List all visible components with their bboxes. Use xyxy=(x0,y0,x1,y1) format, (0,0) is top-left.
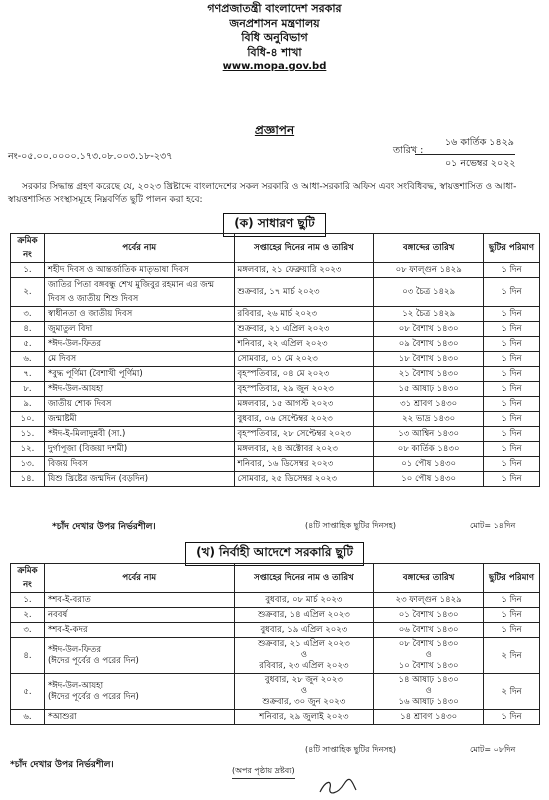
amount-cell: ১ দিন xyxy=(484,442,540,457)
moon-note-b: *চাঁদ দেখার উপর নির্ভরশীল। xyxy=(10,760,114,770)
division-name: বিধি অনুবিভাগ xyxy=(241,31,308,44)
serial-cell: ১৪. xyxy=(11,472,45,487)
amount-cell: ১ দিন xyxy=(484,397,540,412)
day-date-cell xyxy=(234,674,374,710)
day-date-2: রবিবার, ২৩ এপ্রিল ২০২৩ xyxy=(259,661,349,671)
section-name: বিধি-৪ শাখা xyxy=(247,45,302,59)
day-date-cell: সোমবার, ২৫ ডিসেম্বর ২০২৩ xyxy=(234,472,374,487)
bangla-date-1: ১৪ আষাঢ় ১৪৩০ xyxy=(398,675,459,685)
date-bangla: ১৬ কার্তিক ১৪২৯ xyxy=(445,137,514,148)
serial-cell: ৭. xyxy=(11,367,45,382)
amount-cell: ১ দিন xyxy=(484,382,540,397)
serial-cell: ১. xyxy=(11,593,45,608)
day-date-cell: শুক্রবার, ২১ এপ্রিল ২০২৩ xyxy=(234,322,374,337)
amount-cell: ১ দিন xyxy=(484,457,540,472)
table-row xyxy=(11,457,540,472)
header-day-date: সপ্তাহের দিনের নাম ও তারিখ xyxy=(234,564,374,593)
amount-cell: ১ দিন xyxy=(484,307,540,322)
table-header-row xyxy=(11,234,540,263)
amount-cell: ২ দিন xyxy=(484,638,540,674)
day-date-cell: বৃহস্পতিবার, ২৯ জুন ২০২৩ xyxy=(234,382,374,397)
header-amount: ছুটির পরিমাণ xyxy=(484,234,540,263)
serial-cell: ৪. xyxy=(11,322,45,337)
date-english: ০১ নভেম্বর ২০২২ xyxy=(415,154,515,172)
amount-cell: ১ দিন xyxy=(484,337,540,352)
conjunction: ও xyxy=(300,650,308,660)
day-date-1: বুধবার, ০৮ মার্চ ২০২৩ xyxy=(265,594,343,605)
amount-cell: ১ দিন xyxy=(484,322,540,337)
bangla-date-1: ১৪ শ্রাবণ ১৪৩০ xyxy=(400,711,458,722)
bangla-date-cell xyxy=(374,674,484,710)
day-date-cell: শনিবার, ২২ এপ্রিল ২০২৩ xyxy=(234,337,374,352)
bangla-date-cell: ১৫ আষাঢ় ১৪৩০ xyxy=(374,382,484,397)
header-bangla-date: বঙ্গাব্দের তারিখ xyxy=(374,234,484,263)
date-label: তারিখ : xyxy=(393,145,424,156)
amount-cell: ১ দিন xyxy=(484,608,540,623)
bangla-date-cell: ৩১ শ্রাবণ ১৪৩০ xyxy=(374,397,484,412)
table-header-row xyxy=(11,564,540,593)
bangla-date-2: ১৬ আষাঢ় ১৪৩০ xyxy=(398,697,459,707)
bangla-date-cell: ০৯ বৈশাখ ১৪৩০ xyxy=(374,337,484,352)
section-b-weekly-note: (৪টি সাপ্তাহিক ছুটির দিনসহ) xyxy=(305,745,396,754)
day-date-1: বুধবার, ২৮ জুন ২০২৩ xyxy=(264,675,343,685)
bangla-date-cell xyxy=(374,593,484,608)
amount-cell: ১ দিন xyxy=(484,710,540,725)
serial-cell: ৫. xyxy=(11,337,45,352)
day-date-cell: মঙ্গলবার, ১৫ আগস্ট ২০২৩ xyxy=(234,397,374,412)
bangla-date-2: ১০ বৈশাখ ১৪৩০ xyxy=(398,661,459,671)
executive-order-holidays-table xyxy=(10,563,540,725)
table-row xyxy=(11,307,540,322)
serial-cell: ৪. xyxy=(11,638,45,674)
festival-cell: জাতীয় শোক দিবস xyxy=(44,397,234,412)
conjunction: ও xyxy=(300,686,308,696)
website-link[interactable]: www.mopa.gov.bd xyxy=(222,61,327,72)
notice-title: প্রজ্ঞাপন xyxy=(254,123,295,137)
bangla-date-cell: ০৮ কার্তিক ১৪৩০ xyxy=(374,442,484,457)
festival-cell: দুর্গাপূজা (বিজয়া দশমী) xyxy=(44,442,234,457)
festival-cell xyxy=(44,608,234,623)
header-bangla-date: বঙ্গাব্দের তারিখ xyxy=(374,564,484,593)
table-row xyxy=(11,382,540,397)
document-header xyxy=(0,2,549,75)
festival-name: *ঈদ-উল-ফিতর xyxy=(47,644,102,655)
day-date-cell: বুধবার, ০৬ সেপ্টেম্বর ২০২৩ xyxy=(234,412,374,427)
memo-number: নং-০৫.০০.০০০০.১৭৩.০৮.০০৩.১৮-২৩৭ xyxy=(8,151,173,162)
section-a-total: মোট= ১৪দিন xyxy=(470,521,516,530)
amount-cell: ১ দিন xyxy=(484,278,540,307)
table-row xyxy=(11,322,540,337)
section-b-title-text: (খ) নির্বাহী আদেশে সরকারি ছুটি xyxy=(185,542,364,566)
table-row xyxy=(11,352,540,367)
day-date-2: শুক্রবার, ৩০ জুন ২০২৩ xyxy=(262,697,346,707)
festival-cell: বিজয় দিবস xyxy=(44,457,234,472)
serial-cell: ১. xyxy=(11,263,45,278)
table-row xyxy=(11,263,540,278)
table-row xyxy=(11,593,540,608)
amount-cell: ১ দিন xyxy=(484,263,540,278)
section-a-title-text: (ক) সাধারণ ছুটি xyxy=(223,213,325,237)
serial-cell: ৬. xyxy=(11,352,45,367)
table-row xyxy=(11,397,540,412)
festival-cell xyxy=(44,638,234,674)
table-row xyxy=(11,674,540,710)
bangla-date-cell: ০১ পৌষ ১৪৩০ xyxy=(374,457,484,472)
table-row xyxy=(11,638,540,674)
amount-cell: ১ দিন xyxy=(484,427,540,442)
festival-name: *আশুরা xyxy=(47,711,77,722)
festival-cell: মে দিবস xyxy=(44,352,234,367)
table-row xyxy=(11,442,540,457)
festival-cell: যিশু খ্রিষ্টের জন্মদিন (বড়দিন) xyxy=(44,472,234,487)
day-date-cell: বৃহস্পতিবার, ২৮ সেপ্টেম্বর ২০২৩ xyxy=(234,427,374,442)
amount-cell: ২ দিন xyxy=(484,674,540,710)
serial-cell: ৩. xyxy=(11,307,45,322)
amount-cell: ১ দিন xyxy=(484,412,540,427)
festival-cell: জাতির পিতা বঙ্গবন্ধু শেখ মুজিবুর রহমান এর জন্ম দিবস ও জাতীয় শিশু দিবস xyxy=(44,278,234,307)
table-row xyxy=(11,472,540,487)
bangla-date-cell xyxy=(374,608,484,623)
festival-cell xyxy=(44,710,234,725)
header-day-date: সপ্তাহের দিনের নাম ও তারিখ xyxy=(234,234,374,263)
serial-cell: ১০. xyxy=(11,412,45,427)
serial-cell: ১১. xyxy=(11,427,45,442)
bangla-date-1: ২৩ ফাল্গুন ১৪২৯ xyxy=(395,594,462,605)
bangla-date-cell xyxy=(374,638,484,674)
festival-cell: *ঈদ-ই-মিলাদুন্নবী (সা.) xyxy=(44,427,234,442)
day-date-1: শুক্রবার, ২১ এপ্রিল ২০২৩ xyxy=(257,639,350,649)
amount-cell: ১ দিন xyxy=(484,593,540,608)
section-a-weekly-note: (৪টি সাপ্তাহিক ছুটির দিনসহ) xyxy=(305,521,396,530)
festival-subnote: (ঈদের পূর্বের ও পরের দিন) xyxy=(47,655,139,666)
serial-cell: ৫. xyxy=(11,674,45,710)
table-row xyxy=(11,608,540,623)
day-date-cell xyxy=(234,608,374,623)
serial-cell: ৯. xyxy=(11,397,45,412)
day-date-cell xyxy=(234,593,374,608)
govt-name: গণপ্রজাতন্ত্রী বাংলাদেশ সরকার xyxy=(207,2,342,15)
serial-cell: ৬. xyxy=(11,710,45,725)
general-holidays-table xyxy=(10,233,540,487)
amount-cell: ১ দিন xyxy=(484,367,540,382)
festival-cell: জন্মাষ্টমী xyxy=(44,412,234,427)
bangla-date-1: ০৬ বৈশাখ ১৪৩০ xyxy=(398,624,459,635)
day-date-cell xyxy=(234,710,374,725)
bangla-date-cell: ১০ পৌষ ১৪৩০ xyxy=(374,472,484,487)
day-date-cell xyxy=(234,638,374,674)
bangla-date-cell xyxy=(374,623,484,638)
festival-cell: *ঈদ-উল-ফিতর xyxy=(44,337,234,352)
serial-cell: ৮. xyxy=(11,382,45,397)
day-date-cell: মঙ্গলবার, ২৪ অক্টোবর ২০২৩ xyxy=(234,442,374,457)
festival-name: *শব-ই-বরাত xyxy=(47,594,91,605)
bangla-date-cell: ১৩ আশ্বিন ১৪৩০ xyxy=(374,427,484,442)
day-date-cell: রবিবার, ২৬ মার্চ ২০২৩ xyxy=(234,307,374,322)
amount-cell: ১ দিন xyxy=(484,623,540,638)
header-festival: পর্বের নাম xyxy=(44,234,234,263)
table-row xyxy=(11,623,540,638)
bangla-date-cell: ০৩ চৈত্র ১৪২৯ xyxy=(374,278,484,307)
festival-cell: *ঈদ-উল-আযহা xyxy=(44,382,234,397)
day-date-cell: মঙ্গলবার, ২১ ফেব্রুয়ারি ২০২৩ xyxy=(234,263,374,278)
date-block xyxy=(415,136,515,172)
festival-name: *ঈদ-উল-আযহা xyxy=(47,680,104,691)
table-row xyxy=(11,427,540,442)
day-date-cell: সোমবার, ০১ মে ২০২৩ xyxy=(234,352,374,367)
festival-cell: স্বাধীনতা ও জাতীয় দিবস xyxy=(44,307,234,322)
day-date-1: শুক্রবার, ১৪ এপ্রিল ২০২৩ xyxy=(257,609,350,620)
section-b-total: মোট= ০৮দিন xyxy=(470,745,516,754)
serial-cell: ১৩. xyxy=(11,457,45,472)
day-date-cell: বৃহস্পতিবার, ০৪ মে ২০২৩ xyxy=(234,367,374,382)
festival-cell xyxy=(44,674,234,710)
bangla-date-1: ০১ বৈশাখ ১৪৩০ xyxy=(398,609,459,620)
bangla-date-cell: ২১ বৈশাখ ১৪৩০ xyxy=(374,367,484,382)
day-date-1: বুধবার, ১৯ এপ্রিল ২০২৩ xyxy=(260,624,348,635)
table-row xyxy=(11,710,540,725)
moon-note-a: *চাঁদ দেখার উপর নির্ভরশীল। xyxy=(52,522,156,532)
bangla-date-1: ০৮ বৈশাখ ১৪৩০ xyxy=(398,639,459,649)
header-serial: ক্রমিক নং xyxy=(11,234,45,263)
continue-note: (অপর পৃষ্ঠায় দ্রষ্টব্য) xyxy=(232,765,295,779)
festival-cell xyxy=(44,593,234,608)
festival-name: *শব-ই-কদর xyxy=(47,624,88,635)
signature-mark xyxy=(318,778,358,796)
day-date-1: শনিবার, ২৯ জুলাই ২০২৩ xyxy=(259,711,349,722)
bangla-date-cell: ১২ চৈত্র ১৪২৯ xyxy=(374,307,484,322)
header-amount: ছুটির পরিমাণ xyxy=(484,564,540,593)
bangla-date-cell xyxy=(374,710,484,725)
serial-cell: ১২. xyxy=(11,442,45,457)
bangla-date-cell: ০৮ বৈশাখ ১৪৩০ xyxy=(374,322,484,337)
festival-name: নববর্ষ xyxy=(47,609,68,620)
header-serial: ক্রমিক নং xyxy=(11,564,45,593)
serial-cell: ২. xyxy=(11,278,45,307)
bangla-date-cell: ২২ ভাদ্র ১৪৩০ xyxy=(374,412,484,427)
intro-paragraph: সরকার সিদ্ধান্ত গ্রহণ করেছে যে, ২০২৩ খ্রিষ্টাব্দে বাংলাদেশের সকল সরকারি ও আধা-সরকারি অফিস এবং সংবিধিবদ্ধ, স্বায়ত্তশাসিত ও আধা-স্বায়ত্তশাসিত সংস্থাসমূহে নিম্নবর্ণিত ছুটি পালন করা হবে: xyxy=(8,182,517,205)
day-date-cell xyxy=(234,623,374,638)
table-row xyxy=(11,412,540,427)
day-date-cell: শুক্রবার, ১৭ মার্চ ২০২৩ xyxy=(234,278,374,307)
table-row xyxy=(11,337,540,352)
amount-cell: ১ দিন xyxy=(484,352,540,367)
bangla-date-cell: ১৮ বৈশাখ ১৪৩০ xyxy=(374,352,484,367)
ministry-name: জনপ্রশাসন মন্ত্রণালয় xyxy=(229,16,320,30)
serial-cell: ২. xyxy=(11,608,45,623)
festival-cell: শহীদ দিবস ও আন্তর্জাতিক মাতৃভাষা দিবস xyxy=(44,263,234,278)
conjunction: ও xyxy=(425,686,432,696)
festival-cell: জুমাতুল বিদা xyxy=(44,322,234,337)
bangla-date-cell: ০৮ ফাল্গুন ১৪২৯ xyxy=(374,263,484,278)
table-row xyxy=(11,367,540,382)
header-festival: পর্বের নাম xyxy=(44,564,234,593)
day-date-cell: শনিবার, ১৬ ডিসেম্বর ২০২৩ xyxy=(234,457,374,472)
amount-cell: ১ দিন xyxy=(484,472,540,487)
table-row xyxy=(11,278,540,307)
conjunction: ও xyxy=(425,650,432,660)
festival-cell: *বুদ্ধ পূর্ণিমা (বৈশাখী পূর্ণিমা) xyxy=(44,367,234,382)
festival-cell xyxy=(44,623,234,638)
serial-cell: ৩. xyxy=(11,623,45,638)
festival-subnote: (ঈদের পূর্বের ও পরের দিন) xyxy=(47,691,139,702)
